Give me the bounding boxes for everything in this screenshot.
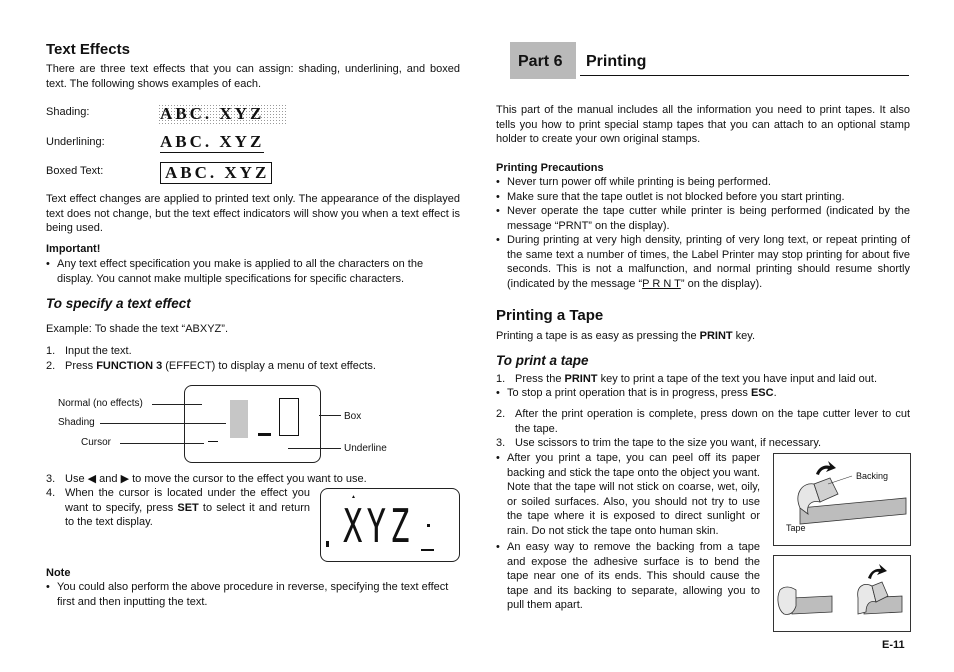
important-title: Important! [46,243,101,255]
printing-post: key. [732,330,756,342]
note-item: • You could also perform the above procedure in reverse, specifying the text effect first and then inputting the text. [46,580,460,609]
print-key: PRINT [699,330,733,342]
steps-1-2 [46,344,460,373]
left-edge-mark [326,541,329,547]
precaution-item: • Never operate the tape cutter while printer is being performed (indicated by the message “PRNT” on the display). [496,204,910,233]
box-indicator [279,398,299,436]
prnt-message: P R N T [642,277,681,290]
lcd-cursor [421,549,434,551]
stop-print-item [496,386,910,401]
example-label-underlining: Underlining: [46,136,105,148]
label-normal: Normal (no effects) [58,398,143,409]
esc-key: ESC [750,387,774,399]
shading-indicator [230,400,248,438]
step-1-num: 1. [46,345,56,357]
important-item: • Any text effect specification you make is applied to all the characters on the display. You cannot make multiple specifications for specific characters. [46,257,460,286]
print-step-2-num: 2. [496,408,506,420]
text-effects-intro: There are three text effects that you can assign: shading, underlining, and boxed text. The following shows examples of each. [46,63,460,90]
underline-indicator [258,433,271,436]
after-print-list [496,451,760,613]
subhead-specify-effect: To specify a text effect [46,296,191,311]
important-list [46,257,460,286]
print-step-3-num: 3. [496,437,506,449]
effect-menu-lcd [184,385,321,463]
function-3-key: FUNCTION 3 [96,359,163,372]
leader-box [319,415,341,416]
stop-print-post: . [773,387,777,399]
bend-figure [773,555,911,632]
printing-tape-line [496,329,755,344]
print-step-1-pre: Press the [515,373,565,385]
cursor-mark [208,441,218,442]
after-print-item: • An easy way to remove the backing from a tape and expose the adhesive surface is to bend the tape near one of its ends. This should cause the tape and its backing to separate, allowing you to pull them apart. [496,540,760,613]
print-step-3 [496,436,910,451]
right-arrow-icon: ▶ [120,473,130,485]
precaution-4-post: ” on the display). [680,277,763,290]
print-step-1-post: key to print a tape of the text you have input and laid out. [597,373,877,385]
set-key: SET [177,501,199,514]
step-2-pre: Press [65,359,97,372]
note-title: Note [46,567,71,579]
step-4-post: to select it and return to the text display. [65,501,311,528]
precautions-title: Printing Precautions [496,162,604,174]
text-display-lcd [320,488,460,562]
step-3-post: to move the cursor to the effect you want to use. [129,473,367,485]
precautions-list [496,175,910,291]
sample-underlining: ABC. XYZ [160,132,265,151]
after-print-item: • After you print a tape, you can peel off its paper backing and stick the tape onto the object you want. Note that the tape will not stick on coarse, wet, oily, or soiled surfaces. Also, you should not try to use the tape where it is exposed to direct sunlight or rain. Do not stick the tape onto human skin. [496,451,760,538]
print-steps-2-3 [496,407,910,451]
printing-pre: Printing a tape is as easy as pressing the [496,330,700,342]
text-effects-para: Text effect changes are applied to printed text only. The appearance of the displayed text does not change, but the text effect indicators will show you when a text effect is being used. [46,193,460,234]
step-3 [46,472,460,487]
step-4 [46,486,310,530]
precaution-item [496,233,910,291]
sample-boxed: ABC. XYZ [160,162,272,184]
leader-underline [288,448,341,449]
part-title: Printing [586,53,647,70]
precaution-item: • Make sure that the tape outlet is not blocked before you start printing. [496,190,910,205]
tape-label: Tape [786,523,806,533]
example-label-shading: Shading: [46,106,90,118]
example-label-boxed: Boxed Text: [46,165,104,177]
backing-figure [773,453,911,546]
backing-label: Backing [856,471,889,481]
print-step-2-text: After the print operation is complete, press down on the tape cutter lever to cut the tape. [515,408,910,435]
to-print-tape-title: To print a tape [496,353,589,368]
step-4-num: 4. [46,487,56,499]
step-1 [46,344,460,359]
part-rule [580,75,909,76]
note-list [46,580,460,609]
print-step-1-bullets [496,386,910,401]
precaution-4-pre: During printing at very high density, printing of very long text, or repeat printing of the same text a number of times, the Label Printer may stop printing for about five seconds. This is not a malfunction, and normal printing should resume shortly (indicated by the message “ [507,234,910,290]
step-3-and: and [96,473,121,485]
step-1-text: Input the text. [65,345,132,357]
label-cursor: Cursor [81,437,112,448]
step-4-pre: When the cursor is located under the effect you want to specify, press [65,487,310,514]
section-title-text-effects: Text Effects [46,41,130,58]
print-step-2 [496,407,910,436]
step-3-list [46,472,460,487]
left-arrow-icon: ◀ [87,473,97,485]
printing-tape-title: Printing a Tape [496,307,604,324]
label-box: Box [344,411,362,422]
print-step-1-num: 1. [496,373,506,385]
indicator-icon: ▲ [351,494,356,500]
lcd-dot [427,524,430,527]
step-2 [46,359,460,374]
bend-illustration [774,556,910,631]
step-2-num: 2. [46,359,56,372]
print-step-1 [496,372,910,387]
label-underline: Underline [344,443,387,454]
stop-print-pre: To stop a print operation that is in progress, press [507,387,751,399]
sample-shading: ABC. XYZ [158,104,288,124]
print-step-1-list [496,372,910,387]
step-2-post: (EFFECT) to display a menu of text effects. [162,359,376,372]
step-4-list [46,486,310,530]
part-label: Part 6 [518,53,563,70]
lcd-text: XYZ [343,499,414,553]
step-3-num: 3. [46,473,56,485]
print-step-3-text: Use scissors to trim the tape to the size you want, if necessary. [515,437,822,449]
page-number: E-11 [882,639,905,651]
example-line: Example: To shade the text “ABXYZ”. [46,323,228,335]
print-key: PRINT [564,373,598,385]
printing-intro: This part of the manual includes all the information you need to print tapes. It also tells you how to print special stamp tapes that you can attach to an optional stamp holder to create your own original stamps. [496,104,910,145]
precaution-item: • Never turn power off while printing is being performed. [496,175,910,190]
label-shading: Shading [58,417,95,428]
step-3-pre: Use [65,473,88,485]
